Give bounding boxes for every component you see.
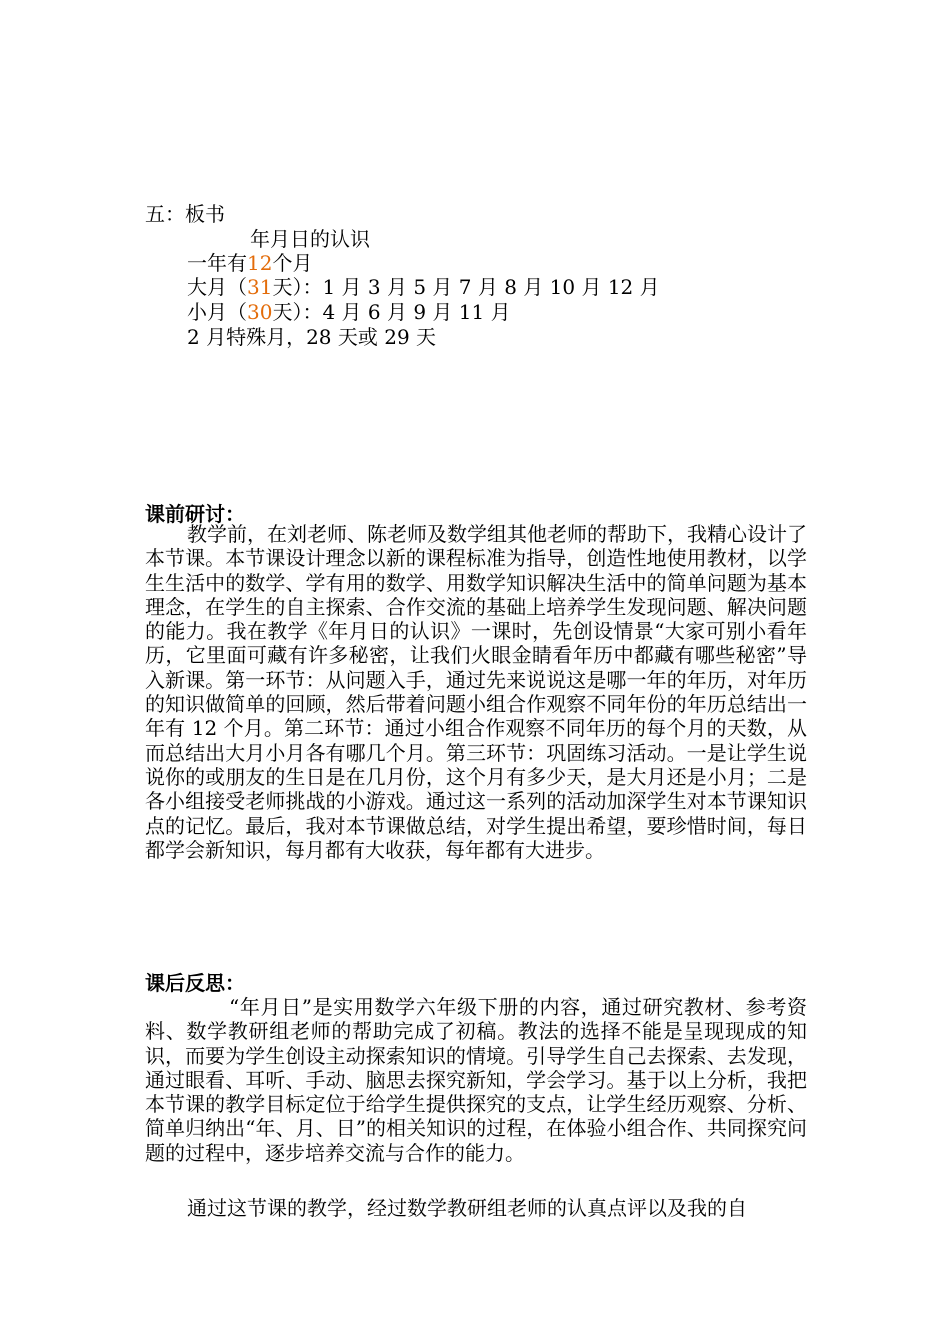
board-heading: 五：板书 xyxy=(145,202,225,226)
board-line-big-post: 天）：1 月 3 月 5 月 7 月 8 月 10 月 12 月 xyxy=(272,275,660,299)
board-line-months-pre: 一年有 xyxy=(187,251,247,275)
board-line-big-num: 31 xyxy=(247,275,273,299)
board-line-february: 2 月特殊月，28 天或 29 天 xyxy=(187,325,437,349)
board-line-months-post: 个月 xyxy=(272,251,313,275)
pre-class-heading: 课前研讨： xyxy=(145,502,245,526)
board-title: 年月日的认识 xyxy=(250,227,370,251)
board-line-small-num: 30 xyxy=(247,300,273,324)
board-line-small-post: 天）：4 月 6 月 9 月 11 月 xyxy=(272,300,511,324)
board-line-big-months xyxy=(187,274,660,300)
board-line-months xyxy=(187,250,312,276)
board-line-big-pre: 大月（ xyxy=(187,275,247,299)
board-line-small-pre: 小月（ xyxy=(187,300,247,324)
board-line-months-num: 12 xyxy=(247,251,273,275)
pre-class-paragraph: 教学前，在刘老师、陈老师及数学组其他老师的帮助下，我精心设计了本节课。本节课设计理念以新的课程标准为指导，创造性地使用教材，以学生生活中的数学、学有用的数学、用数学知识解决生活中的简单问题为基本理念，在学生的自主探索、合作交流的基础上培养学生发现问题、解决问题的能力。我在教学《年月日的认识》一课时，先创设情景“大家可别小看年历，它里面可藏有许多秘密，让我们火眼金睛看年历中都藏有哪些秘密”导入新课。第一环节：从问题入手，通过先来说说这是哪一年的年历，对年历的知识做简单的回顾，然后带着问题小组合作观察不同年份的年历总结出一年有 12 个月。第二环节：通过小组合作观察不同年历的每个月的天数，从而总结出大月小月各有哪几个月。第三环节：巩固练习活动。一是让学生说说你的或朋友的生日是在几月份，这个月有多少天，是大月还是小月；二是各小组接受老师挑战的小游戏。通过这一系列的活动加深学生对本节课知识点的记忆。最后，我对本节课做总结，对学生提出希望，要珍惜时间，每日都学会新知识，每月都有大收获，每年都有大进步。 xyxy=(145,522,807,862)
board-line-small-months xyxy=(187,299,511,325)
post-class-paragraph-2: 通过这节课的教学，经过数学教研组老师的认真点评以及我的自 xyxy=(187,1196,747,1220)
post-class-heading: 课后反思： xyxy=(145,971,245,995)
post-class-paragraph-1: “年月日”是实用数学六年级下册的内容，通过研究教材、参考资料、数学教研组老师的帮助完成了初稿。教法的选择不能是呈现现成的知识，而要为学生创设主动探索知识的情境。引导学生自己去探索、去发现，通过眼看、耳听、手动、脑思去探究新知，学会学习。基于以上分析，我把本节课的教学目标定位于给学生提供探究的支点，让学生经历观察、分析、简单归纳出“年、月、日”的相关知识的过程，在体验小组合作、共同探究问题的过程中，逐步培养交流与合作的能力。 xyxy=(145,995,807,1165)
